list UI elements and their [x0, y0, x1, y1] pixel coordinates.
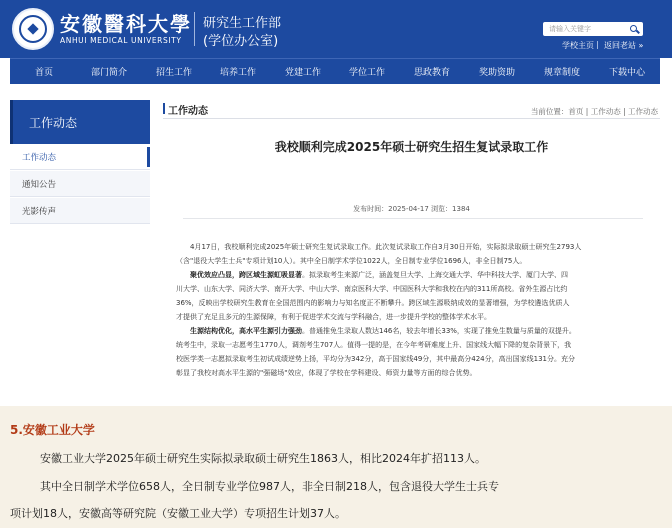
logo-ring	[19, 15, 47, 43]
sidebar-item-label: 光影传声	[22, 207, 57, 217]
section-marker	[163, 103, 165, 114]
nav-item-downloads[interactable]: 下载中心	[608, 68, 646, 78]
search-box[interactable]	[543, 22, 643, 36]
nav-item-home[interactable]: 首页	[34, 68, 54, 78]
nav-item-training[interactable]: 培养工作	[219, 68, 257, 78]
sidebar-heading-label: 工作动态	[29, 116, 78, 130]
body-line: 彰显了我校对高水平生源的"强磁场"效应，体现了学校在学科建设、师资力量等方面的综合优势。	[176, 369, 477, 377]
sidebar-item-news[interactable]	[10, 144, 150, 170]
article-body	[176, 240, 652, 380]
body-bold-heading: 聚优效应凸显，跨区域生源虹吸显著	[190, 271, 302, 279]
university-name-en: ANHUI MEDICAL UNIVERSITY	[60, 36, 182, 45]
sidebar-item-notices[interactable]	[10, 171, 150, 197]
nav-item-party[interactable]: 党建工作	[284, 68, 322, 78]
nav-item-degree[interactable]: 学位工作	[348, 68, 386, 78]
article-title: 我校顺利完成2025年硕士研究生招生复试录取工作	[274, 140, 549, 154]
article-paragraph: 项计划18人，安徽高等研究院（安徽工业大学）专项招生计划37人。	[10, 507, 346, 520]
university-logo-icon[interactable]	[12, 8, 54, 50]
body-line: （含"退役大学生士兵"专项计划10人）。其中全日制学术学位1022人，全日制专业学位1696人，非全日制75人。	[176, 257, 527, 265]
article-paragraph: 其中全日制学术学位658人，全日制专业学位987人，非全日制218人，包含退役大学生士兵专	[40, 480, 499, 493]
nav-item-ideology[interactable]: 思政教育	[413, 68, 451, 78]
top-link-separator	[597, 41, 598, 49]
nav-item-admissions[interactable]: 招生工作	[155, 68, 193, 78]
search-icon[interactable]	[627, 23, 641, 35]
body-line: 36%，反映出学校研究生教育在全国范围内的影响力与知名度正不断攀升。跨区域生源吸纳成效的显著增强，为学校遴选优质人	[176, 299, 570, 307]
content-divider	[163, 118, 660, 119]
body-line: 4月17日，我校顺利完成2025年硕士研究生复试录取工作。此次复试录取工作自3月30日开始，实际拟录取硕士研究生2793人	[190, 243, 582, 251]
body-line: 才提供了充足且多元的生源保障，有利于促进学术交流与学科融合，进一步提升学校的整体学术水平。	[176, 313, 491, 321]
university-name-cn: 安徽醫科大學	[60, 12, 192, 36]
sidebar	[10, 100, 152, 406]
logo-emblem	[27, 23, 38, 34]
body-line: 统考生中，录取一志愿考生1770人，调剂考生707人。值得一提的是，在今年考研难度上升、国家线大幅下降的复杂背景下，我	[176, 341, 572, 349]
department-name: 研究生工作部	[203, 16, 282, 31]
sidebar-item-gallery[interactable]	[10, 198, 150, 224]
site-header	[0, 0, 672, 58]
body-line	[176, 324, 652, 338]
section-title: 工作动态	[168, 106, 208, 117]
article-section-heading: 5.安徽工业大学	[10, 423, 95, 437]
article-paragraph: 安徽工业大学2025年硕士研究生实际拟录取硕士研究生1863人，相比2024年扩招113人。	[40, 452, 486, 465]
nav-item-about[interactable]: 部门简介	[90, 68, 128, 78]
body-line	[176, 268, 652, 282]
nav-item-scholarship[interactable]: 奖助资助	[478, 68, 516, 78]
breadcrumb[interactable]: 当前位置：首页 | 工作动态 | 工作动态	[530, 107, 658, 116]
meta-divider	[183, 218, 643, 219]
sidebar-item-label: 工作动态	[22, 153, 57, 163]
school-home-link[interactable]: 学校主页	[562, 41, 594, 50]
sidebar-heading	[10, 100, 150, 144]
body-line: 校医学类一志愿拟录取考生初试成绩逆势上扬，平均分为342分，高于国家线49分，其中最高分424分，高出国家线131分。充分	[176, 355, 575, 363]
body-bold-heading: 生源结构优化，高水平生源引力强劲	[190, 327, 302, 335]
header-divider	[194, 12, 195, 46]
old-site-link[interactable]: 返回老站 »	[604, 41, 644, 50]
article-meta: 发布时间：2025-04-17 浏览：1384	[353, 205, 470, 213]
sidebar-item-label: 通知公告	[22, 180, 57, 190]
main-nav	[10, 58, 660, 84]
body-line-text: 。拟录取考生来源广泛，涵盖复旦大学、上海交通大学、华中科技大学、厦门大学、四	[302, 271, 568, 279]
search-icon-handle	[636, 30, 640, 34]
search-input[interactable]: 请输入关键字	[549, 25, 591, 33]
active-indicator	[147, 147, 150, 167]
nav-item-regulations[interactable]: 规章制度	[543, 68, 581, 78]
body-line: 川大学、山东大学、同济大学、南开大学、中山大学、南京医科大学、中国医科大学和我校在内的311所高校。省外生源占比约	[176, 285, 568, 293]
body-line-text: 。普通推免生录取人数达146名，较去年增长33%，实现了推免生数量与质量的双提升。	[302, 327, 576, 335]
department-subname: (学位办公室)	[203, 34, 279, 49]
